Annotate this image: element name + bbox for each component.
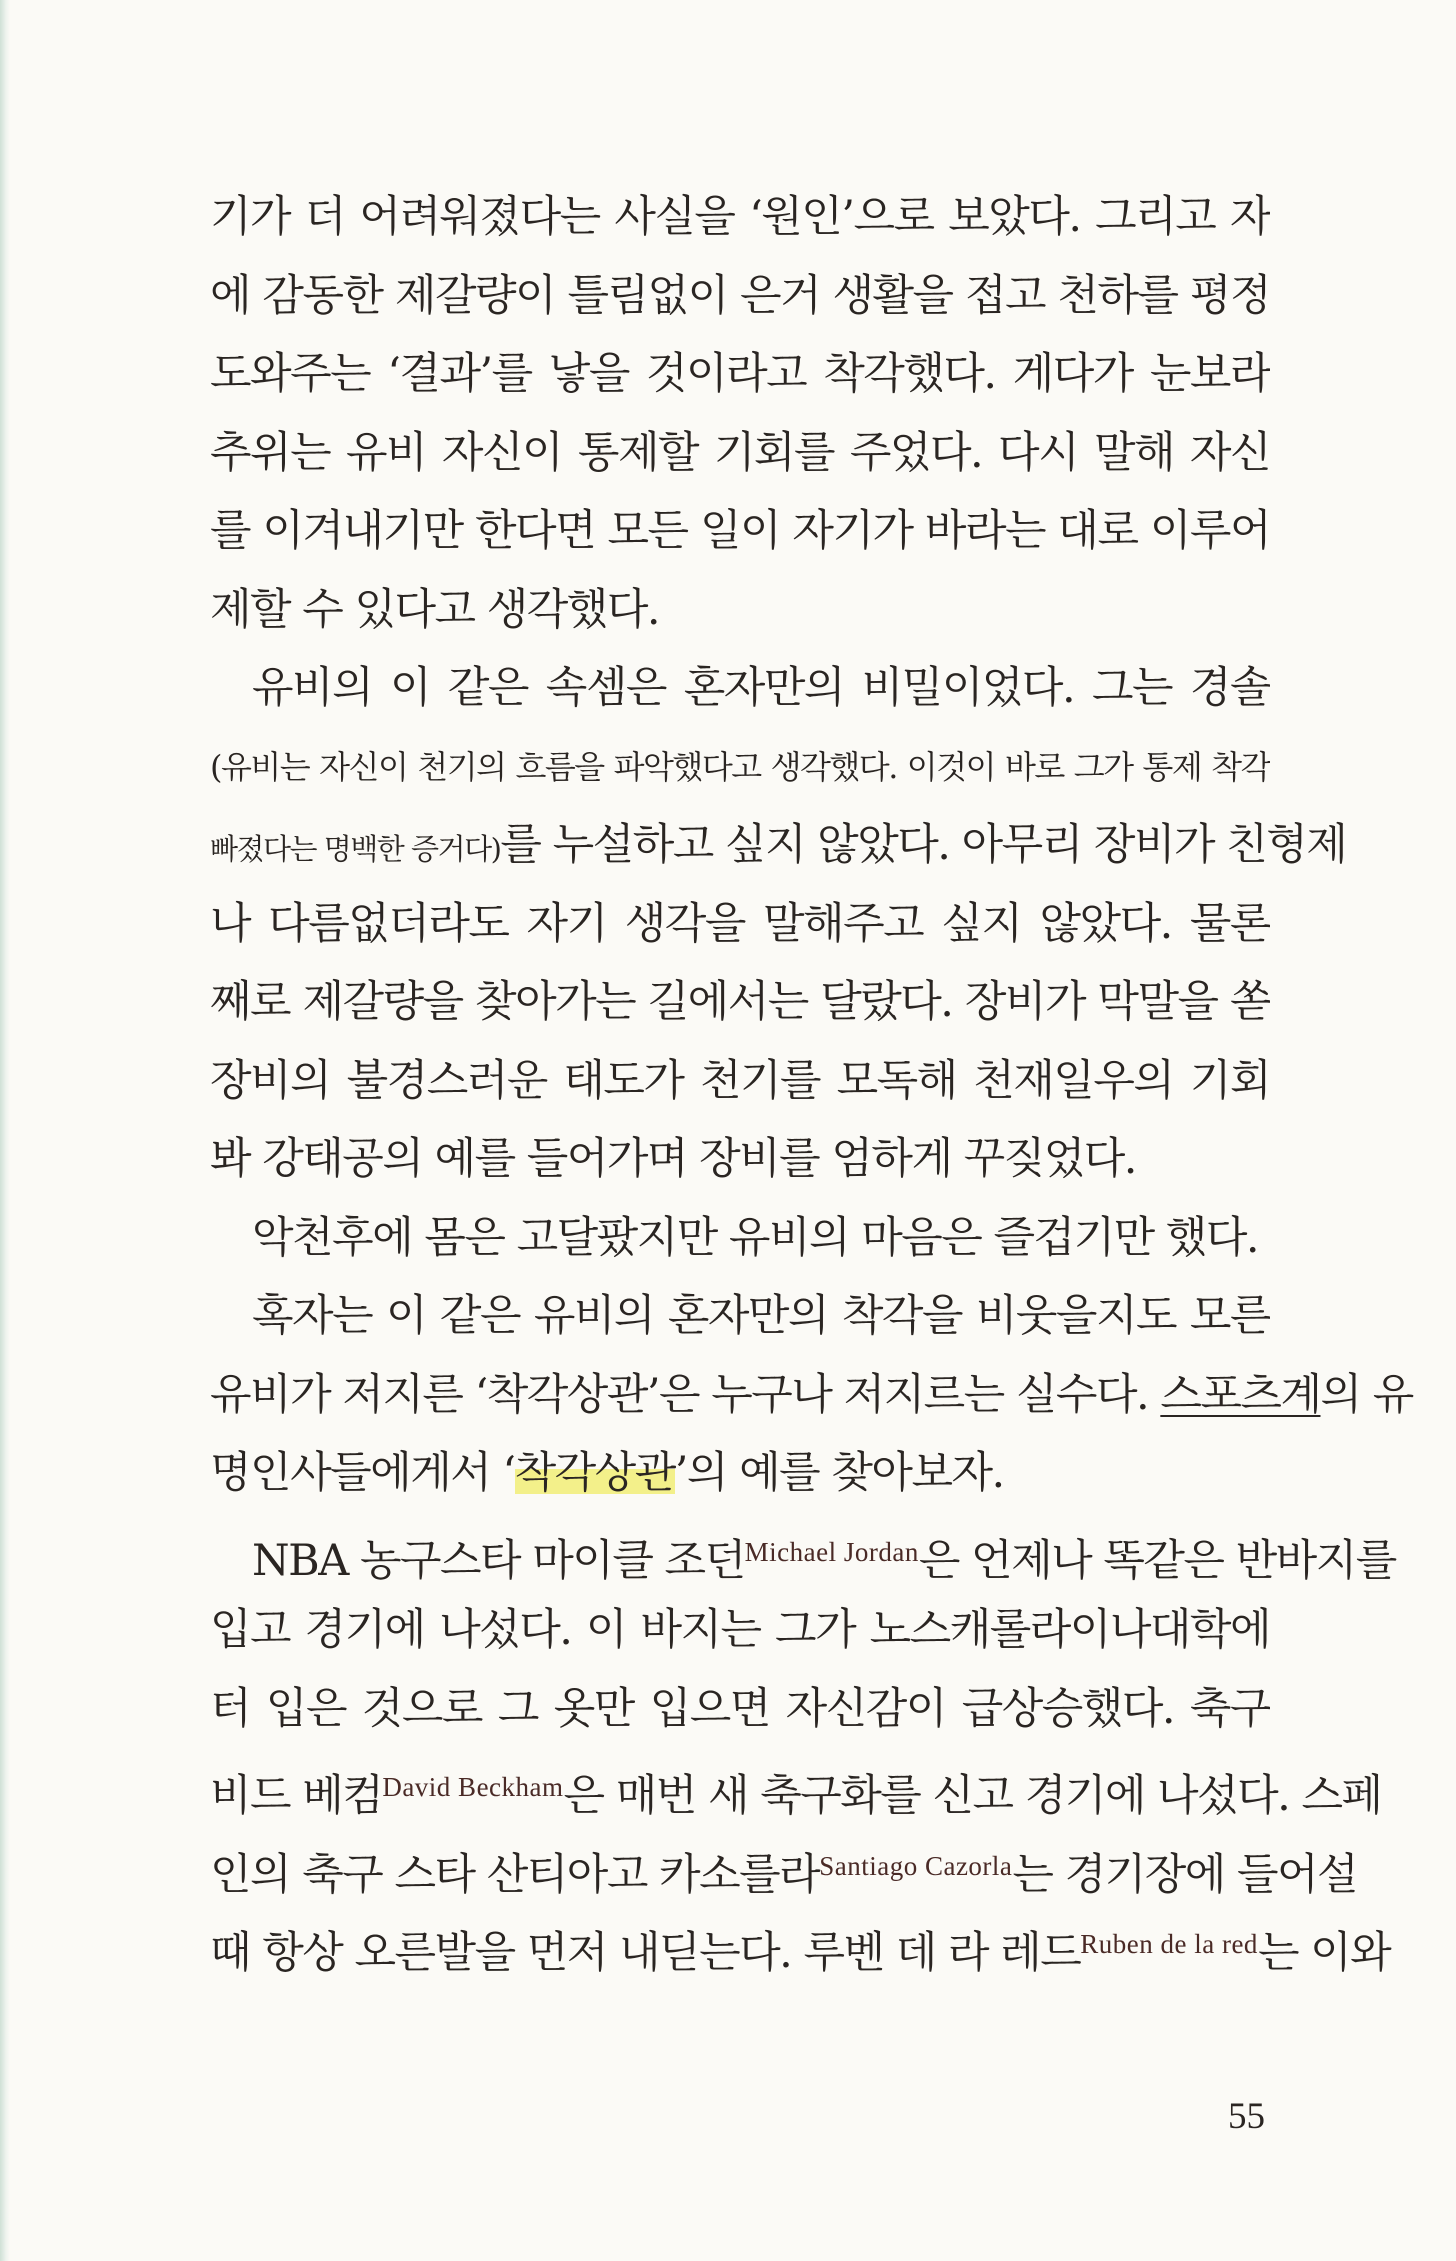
text-line: 장비의 불경스러운 태도가 천기를 모독해 천재일우의 기회 — [210, 1055, 1270, 1106]
text-segment: ’의 예를 찾아보자. — [674, 1448, 1004, 1498]
text-line: 를 이겨내기만 한다면 모든 일이 자기가 바라는 대로 이루어 — [210, 506, 1270, 556]
text-segment: NBA 농구스타 마이클 조던 — [252, 1535, 745, 1586]
name-annotation: Michael Jordan — [744, 1536, 919, 1567]
footnote-line: (유비는 자신이 천기의 흐름을 파악했다고 생각했다. 이것이 바로 그가 통제 착각 — [210, 747, 1270, 786]
text-line — [210, 1434, 1270, 1513]
name-annotation: David Beckham — [382, 1772, 564, 1802]
text-segment: 은 매번 새 축구화를 신고 경기에 나섰다. 스페 — [563, 1771, 1382, 1821]
text-line — [210, 1905, 1391, 1984]
text-line: 혹자는 이 같은 유비의 혼자만의 착각을 비웃을지도 모른 — [252, 1291, 1270, 1341]
text-line: 입고 경기에 나섰다. 이 바지는 그가 노스캐롤라이나대학에 — [210, 1605, 1270, 1655]
inline-note: 빠졌다는 명백한 증거다) — [210, 832, 501, 866]
text-line: 제할 수 있다고 생각했다. — [210, 584, 660, 635]
name-annotation: Santiago Cazorla — [819, 1850, 1013, 1881]
page-number: 55 — [1228, 2096, 1265, 2137]
text-line: 추위는 유비 자신이 통제할 기회를 주었다. 다시 말해 자신 — [210, 427, 1270, 478]
body-text — [210, 178, 1413, 1984]
text-line: 째로 제갈량을 찾아가는 길에서는 달랐다. 장비가 막말을 쏟 — [210, 977, 1270, 1027]
highlighted-text: 착각상관 — [514, 1448, 675, 1498]
book-spine-edge — [0, 0, 10, 2261]
text-segment: 를 누설하고 싶지 않았다. 아무리 장비가 친형제 — [500, 820, 1347, 870]
text-line: 유비의 이 같은 속셈은 혼자만의 비밀이었다. 그는 경솔 — [252, 663, 1270, 713]
text-segment: 명인사들에게서 ‘ — [210, 1448, 515, 1498]
text-line: 기가 더 어려워졌다는 사실을 ‘원인’으로 보았다. 그리고 자 — [210, 192, 1270, 242]
text-line: 에 감동한 제갈량이 틀림없이 은거 생활을 접고 천하를 평정 — [210, 270, 1270, 321]
text-line — [210, 1356, 1413, 1435]
text-line — [210, 1748, 1382, 1827]
text-segment: 유비가 저지른 ‘착각상관’은 누구나 저지르는 실수다. — [210, 1369, 1161, 1420]
text-segment: 때 항상 오른발을 먼저 내딛는다. 루벤 데 라 레드 — [210, 1928, 1081, 1978]
name-annotation: Ruben de la red — [1080, 1929, 1258, 1959]
text-segment: 은 언제나 똑같은 반바지를 — [918, 1535, 1396, 1586]
text-line: 봐 강태공의 예를 들어가며 장비를 엄하게 꾸짖었다. — [210, 1134, 1136, 1184]
text-line: 터 입은 것으로 그 옷만 입으면 자신감이 급상승했다. 축구 — [210, 1683, 1270, 1734]
text-segment: 의 유 — [1320, 1369, 1413, 1420]
text-line — [210, 1827, 1358, 1906]
text-line: 악천후에 몸은 고달팠지만 유비의 마음은 즐겁기만 했다. — [252, 1212, 1259, 1263]
text-line: 도와주는 ‘결과’를 낳을 것이라고 착각했다. 게다가 눈보라 — [210, 349, 1270, 399]
text-segment: 인의 축구 스타 산티아고 카소를라 — [210, 1849, 820, 1900]
underlined-text: 스포츠계 — [1160, 1369, 1321, 1420]
text-segment: 비드 베컴 — [210, 1771, 383, 1821]
text-line: 나 다름없더라도 자기 생각을 말해주고 싶지 않았다. 물론 — [210, 898, 1270, 949]
text-line — [210, 1513, 1396, 1592]
text-segment: 는 경기장에 들어설 — [1012, 1849, 1358, 1900]
text-segment: 는 이와 — [1257, 1928, 1391, 1978]
text-line — [210, 806, 1347, 885]
